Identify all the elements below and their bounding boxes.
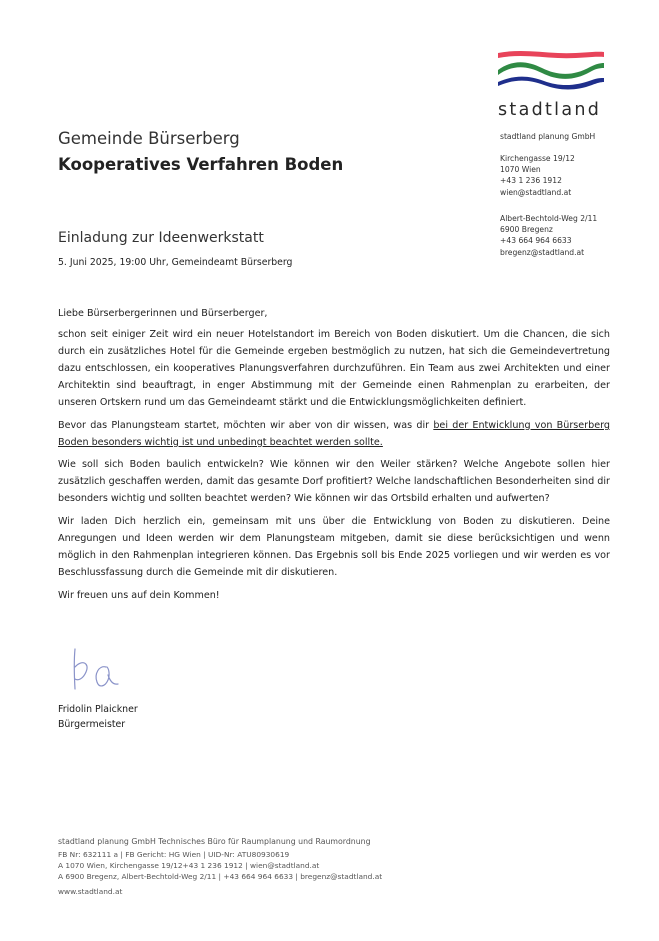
- footer-registration: FB Nr: 632111 a | FB Gericht: HG Wien | UID-Nr: ATU80930619: [58, 849, 290, 859]
- footer-company: stadtland planung GmbH Technisches Büro für Raumplanung und Raumordnung: [58, 837, 371, 846]
- paragraph-questions: Wie soll sich Boden baulich entwickeln? Wie können wir den Weiler stärken? Welche Angebote sollen hier zusätzlich geschaffen werden, damit das gesamte Dorf profitiert? Welche landschaftlichen Besonderheiten sind dir besonders wichtig und sollten beachtet werden? Wie können wir das Ortsbild erhalten und aufwerten?: [58, 459, 610, 505]
- address-vienna: [500, 153, 640, 198]
- stadtland-logo-icon: [498, 50, 604, 92]
- signer-role: Bürgermeister: [58, 719, 126, 730]
- footer-address-bregenz: A 6900 Bregenz, Albert-Bechtold-Weg 2/11 | +43 664 964 6633 | bregenz@stadtland.at: [58, 871, 383, 881]
- paragraph-intro: schon seit einiger Zeit wird ein neuer Hotelstandort im Bereich von Boden diskutiert. Um die Chancen, die sich durch ein zusätzliches Hotel für die Gemeinde ergeben bestmöglich zu nutzen, hat sich die Gemeindevertretung dazu entschlossen, ein kooperatives Planungsverfahren durchzuführen. Ein Team aus zwei Architekten und einer Architektin sind beauftragt, in enger Abstimmung mit der Gemeinde einen Rahmenplan zu erarbeiten, der unseren Ortskern rund um das Gemeindeamt stärkt und die Entwicklungsmöglichkeiten definiert.: [58, 328, 610, 408]
- bregenz-city: 6900 Bregenz: [500, 225, 553, 235]
- footer-address-vienna: A 1070 Wien, Kirchengasse 19/12+43 1 236 1912 | wien@stadtland.at: [58, 860, 320, 870]
- invitation-heading: Einladung zur Ideenwerkstatt: [58, 230, 264, 246]
- project-title: Kooperatives Verfahren Boden: [58, 155, 344, 174]
- footer-website-link[interactable]: www.stadtland.at: [58, 886, 123, 896]
- vienna-city: 1070 Wien: [500, 165, 541, 175]
- company-name: stadtland planung GmbH: [500, 132, 596, 141]
- logo-wordmark: stadtland: [498, 100, 602, 120]
- request-underlined-text: bei der Entwicklung von Bürserberg Boden besonders wichtig ist und unbedingt beachtet werden sollte.: [58, 419, 610, 448]
- signer-block: [58, 702, 138, 732]
- handwritten-signature: [66, 645, 132, 697]
- salutation: Liebe Bürserbergerinnen und Bürserberger,: [58, 308, 268, 319]
- bregenz-email[interactable]: bregenz@stadtland.at: [500, 247, 585, 257]
- closing-line: Wir freuen uns auf dein Kommen!: [58, 589, 220, 601]
- paragraph-request: [58, 417, 610, 451]
- request-text: Bevor das Planungsteam startet, möchten wir aber von dir wissen, was dir: [58, 419, 434, 431]
- vienna-street: Kirchengasse 19/12: [500, 154, 575, 163]
- signer-name: Fridolin Plaickner: [58, 704, 138, 715]
- bregenz-phone: +43 664 964 6633: [500, 236, 572, 246]
- paragraph-invitation: Wir laden Dich herzlich ein, gemeinsam mit uns über die Entwicklung von Boden zu diskutieren. Deine Anregungen und Ideen werden wir dem Planungsteam mitgeben, damit sie diese berücksichtigen und wenn möglich in den Rahmenplan integrieren können. Das Ergebnis soll bis Ende 2025 vorliegen und wir werden es vor Beschlussfassung durch die Gemeinde mit dir diskutieren.: [58, 516, 610, 579]
- logo-green-wave: [498, 62, 604, 79]
- event-dateline: 5. Juni 2025, 19:00 Uhr, Gemeindeamt Bürserberg: [58, 257, 293, 268]
- vienna-phone: +43 1 236 1912: [500, 176, 562, 186]
- page-footer: [58, 836, 618, 897]
- logo-blue-wave: [498, 77, 604, 90]
- municipality-title: Gemeinde Bürserberg: [58, 129, 240, 148]
- bregenz-street: Albert-Bechtold-Weg 2/11: [500, 214, 598, 223]
- logo-red-stripe: [498, 51, 604, 58]
- vienna-email[interactable]: wien@stadtland.at: [500, 187, 572, 197]
- letter-body: [58, 305, 610, 610]
- address-bregenz: [500, 213, 640, 258]
